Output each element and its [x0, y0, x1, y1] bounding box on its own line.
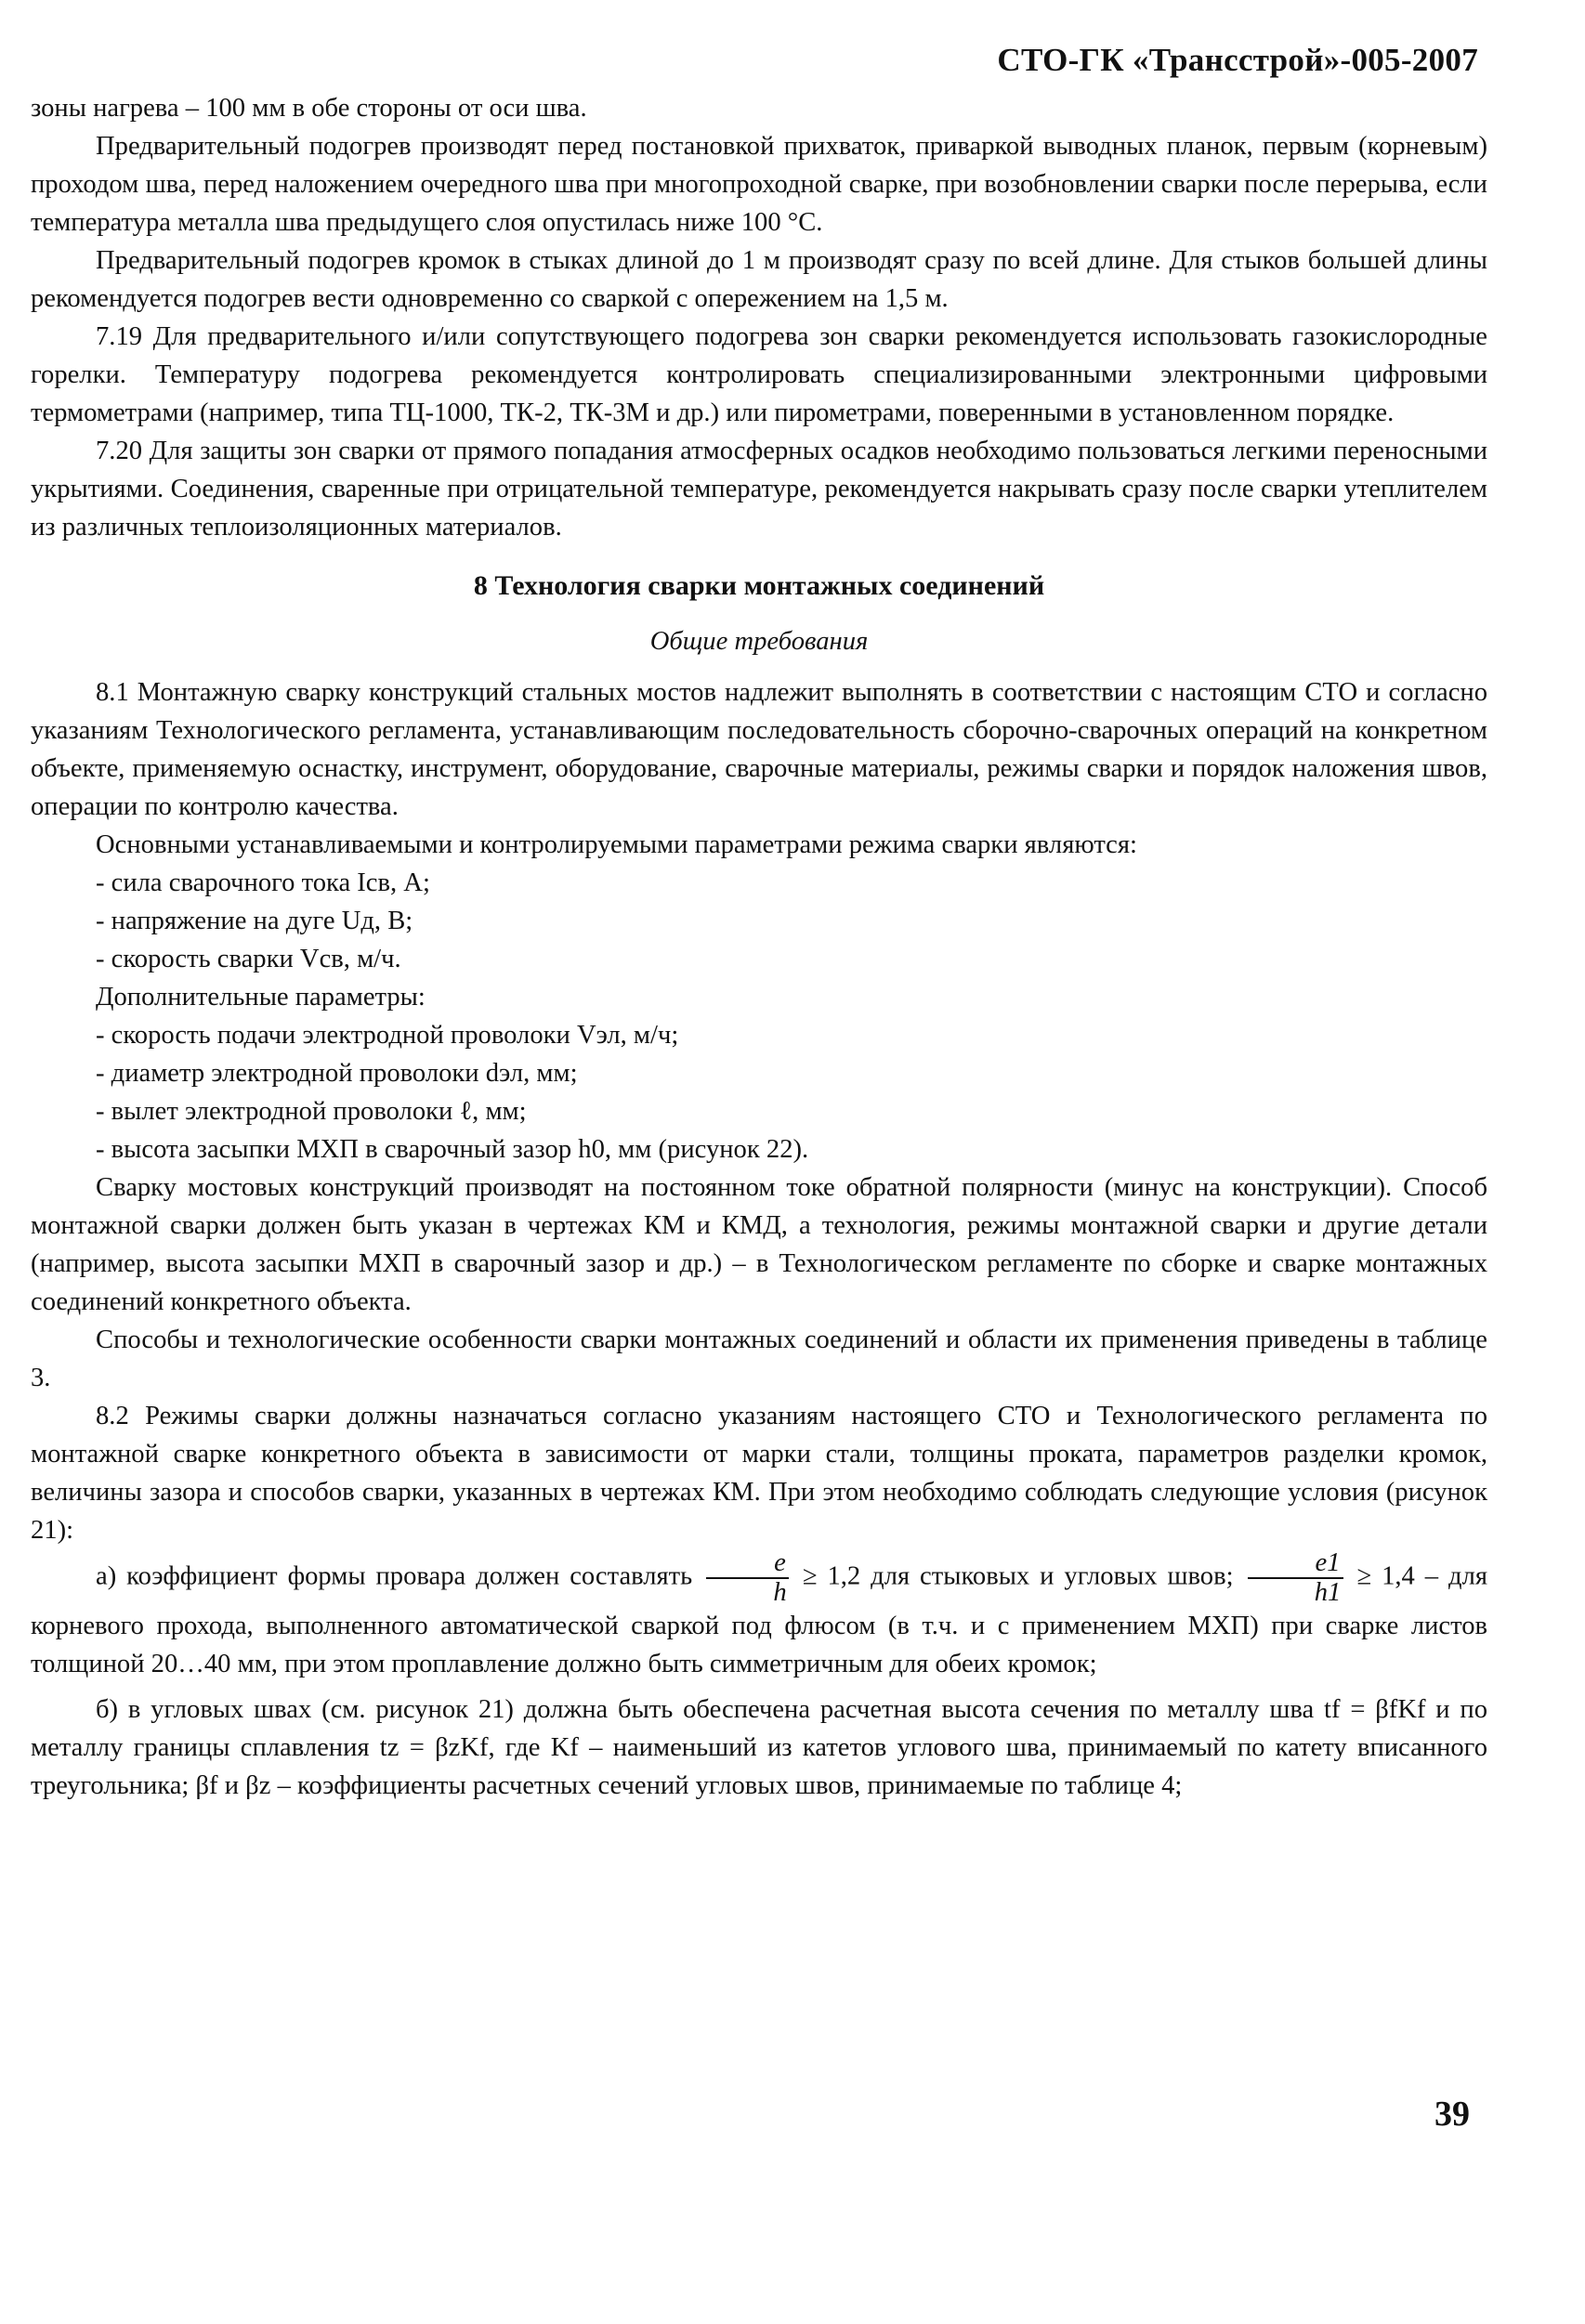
list-item: - диаметр электродной проволоки dэл, мм; — [96, 1059, 578, 1088]
item-a-start: а) коэффициент формы провара должен составлять — [96, 1561, 693, 1591]
paragraph: Способы и технологические особенности сварки монтажных соединений и области их применения приведены в таблице 3. — [31, 1325, 1487, 1392]
paragraph: Сварку мостовых конструкций производят на постоянном токе обратной полярности (минус на конструкции). Способ монтажной сварки должен быть указан в чертежах КМ и КМД, а технология, режимы монтажной сварки и другие детали (например, высота засыпки МХП в сварочный зазор и др.) – в Технологическом регламенте по сборке и сварке монтажных соединений конкретного объекта. — [31, 1173, 1487, 1316]
fraction-denominator: h — [773, 1578, 787, 1607]
item-a-mid: ≥ 1,2 для стыковых и угловых швов; — [802, 1561, 1234, 1591]
clause-8-1: 8.1 Монтажную сварку конструкций стальных мостов надлежит выполнять в соответствии с настоящим СТО и согласно указаниям Технологического регламента, устанавливающим последовательность сборочно-сварочных операций на конкретном объекте, применяемую оснастку, инструмент, оборудование, сварочные материалы, режимы сварки и порядок наложения швов, операции по контролю качества. — [31, 678, 1487, 821]
paragraph: Предварительный подогрев кромок в стыках длиной до 1 м производят сразу по всей длине. Для стыков большей длины рекомендуется подогрев вести одновременно со сваркой с опережением на 1,5 м. — [31, 246, 1487, 313]
list-item: - вылет электродной проволоки ℓ, мм; — [96, 1097, 527, 1126]
paragraph: зоны нагрева – 100 мм в обе стороны от оси шва. — [31, 94, 587, 123]
paragraph: Предварительный подогрев производят перед постановкой прихваток, приваркой выводных планок, первым (корневым) проходом шва, перед наложением очередного шва при многопроходной сварке, при возобновлении сварки после перерыва, если температура металла шва предыдущего слоя опустилась ниже 100 °С. — [31, 132, 1487, 237]
fraction-numerator: e1 — [1248, 1549, 1343, 1579]
page-number: 39 — [1434, 2095, 1470, 2134]
fraction-e-over-h — [706, 1549, 789, 1607]
section-title: 8 Технология сварки монтажных соединений — [473, 570, 1045, 601]
clause-8-2: 8.2 Режимы сварки должны назначаться согласно указаниям настоящего СТО и Технологического регламента по монтажной сварке конкретного объекта в зависимости от марки стали, толщины проката, параметров разделки кромок, величины зазора и способов сварки, указанных в чертежах КМ. При этом необходимо соблюдать следующие условия (рисунок 21): — [31, 1402, 1487, 1545]
document-code-header: СТО-ГК «Трансстрой»-005-2007 — [997, 42, 1478, 78]
clause-7-20: 7.20 Для защиты зон сварки от прямого попадания атмосферных осадков необходимо пользоваться легкими переносными укрытиями. Соединения, сваренные при отрицательной температуре, рекомендуется накрывать сразу после сварки утеплителем из различных теплоизоляционных материалов. — [31, 437, 1487, 542]
list-item: - сила сварочного тока Iсв, А; — [96, 868, 430, 897]
paragraph: Основными устанавливаемыми и контролируемыми параметрами режима сварки являются: — [96, 830, 1137, 859]
item-a — [31, 1549, 1487, 1683]
list-title: Дополнительные параметры: — [96, 983, 426, 1012]
fraction-denominator: h1 — [1314, 1578, 1342, 1607]
item-a-end: ≥ 1,4 – для корневого прохода, выполненного автоматической сваркой под флюсом (в т.ч. и с применением МХП) при сварке листов толщиной 20…40 мм, при этом проплавление должно быть симметричным для обеих кромок; — [31, 1561, 1487, 1678]
list-item: - скорость подачи электродной проволоки Vэл, м/ч; — [96, 1021, 679, 1050]
section-subtitle: Общие требования — [649, 627, 869, 656]
fraction-e1-over-h1 — [1248, 1549, 1343, 1607]
clause-7-19: 7.19 Для предварительного и/или сопутствующего подогрева зон сварки рекомендуется использовать газокислородные горелки. Температуру подогрева рекомендуется контролировать специализированными электронными цифровыми термометрами (например, типа ТЦ-1000, ТК-2, ТК-3М и др.) или пирометрами, поверенными в установленном порядке. — [31, 322, 1487, 427]
item-b: б) в угловых швах (см. рисунок 21) должна быть обеспечена расчетная высота сечения по металлу шва tf = βfKf и по металлу границы сплавления tz = βzKf, где Kf – наименьший из катетов углового шва, принимаемый по катету вписанного треугольника; βf и βz – коэффициенты расчетных сечений угловых швов, принимаемые по таблице 4; — [31, 1695, 1487, 1800]
list-item: - скорость сварки Vсв, м/ч. — [96, 945, 401, 973]
list-item: - высота засыпки МХП в сварочный зазор h0, мм (рисунок 22). — [96, 1135, 809, 1164]
fraction-numerator: e — [706, 1549, 789, 1579]
document-body — [31, 89, 1487, 1805]
list-item: - напряжение на дуге Uд, В; — [96, 907, 413, 935]
